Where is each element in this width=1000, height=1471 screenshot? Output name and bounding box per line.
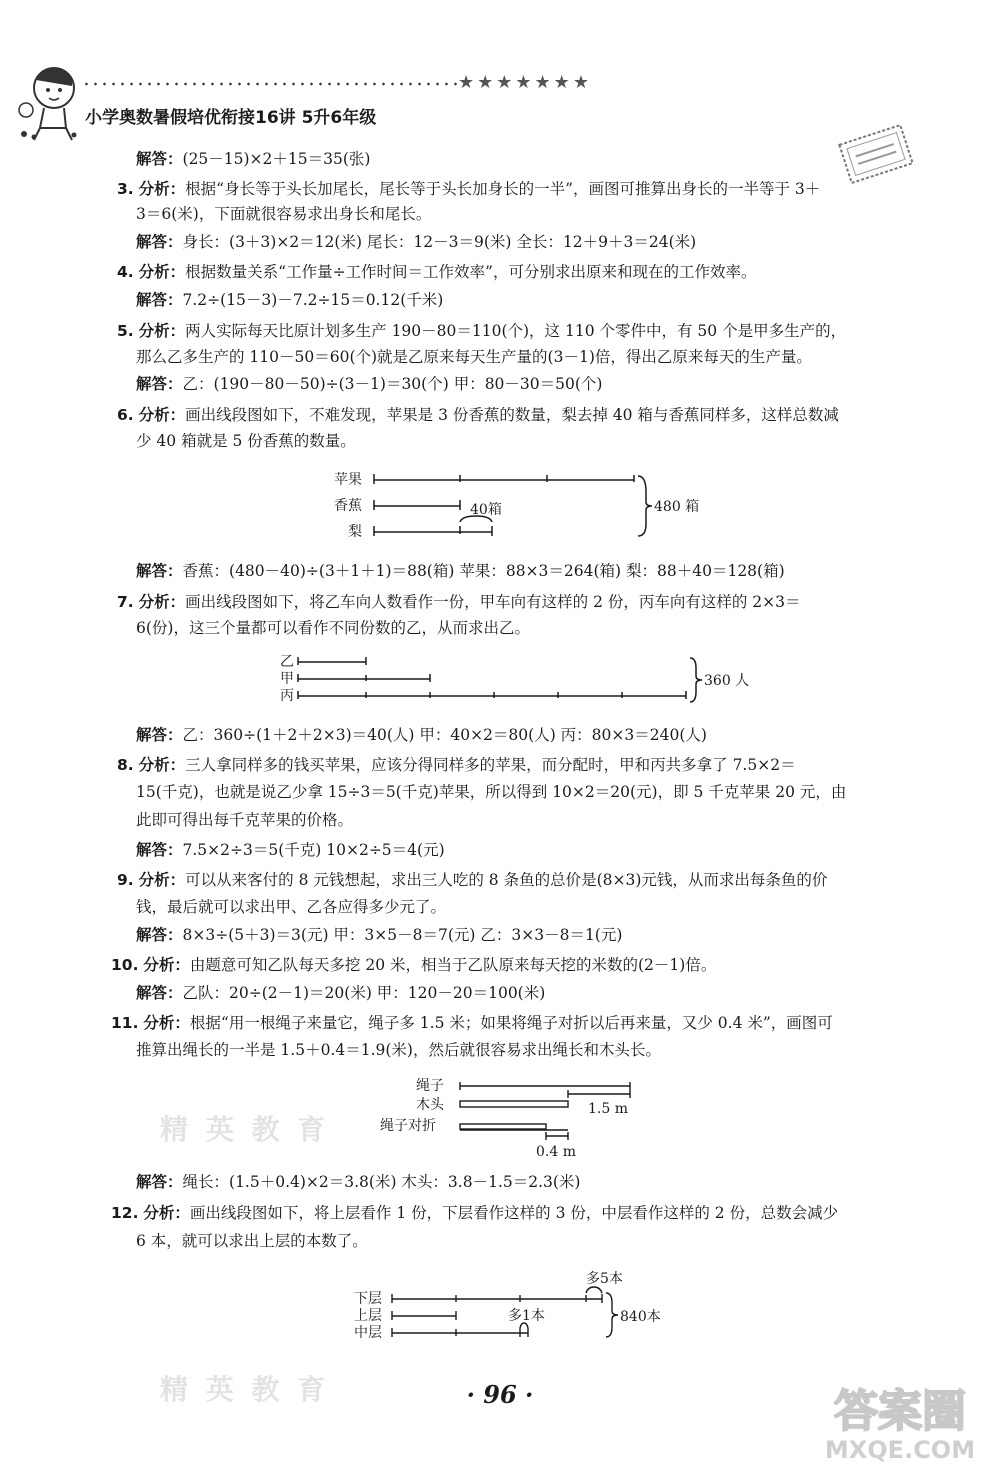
answer-label: 解答： (136, 375, 183, 393)
problem-number: 11. (111, 1014, 139, 1032)
diagram-label-wood: 木头 (416, 1097, 444, 1113)
problem-number: 8. (117, 756, 134, 774)
problem-4-analysis (117, 262, 756, 282)
page-number: · 96 · (466, 1380, 534, 1409)
answer-text: 乙：(190－80－50)÷(3－1)＝30(个) 甲：80－30＝50(个) (182, 375, 603, 393)
header-stars: ★★★★★★★ (458, 72, 592, 93)
diagram-label-yi: 乙 (280, 654, 294, 670)
problem-number: 9. (117, 871, 134, 889)
answer-label: 解答： (136, 150, 183, 168)
answer-text: 8×3÷(5＋3)＝3(元) 甲：3×5－8＝7(元) 乙：3×3－8＝1(元) (182, 926, 623, 944)
problem-3-analysis (117, 179, 820, 199)
problem-number: 6. (117, 406, 134, 424)
problem-10-analysis (111, 955, 716, 975)
diagram-label-extra: 1.5 m (588, 1101, 628, 1117)
problem-8-answer (136, 840, 445, 860)
answer-text: (25－15)×2＋15＝35(张) (182, 150, 371, 168)
diagram-label-more1: 多1本 (508, 1308, 545, 1324)
answer-label: 解答： (136, 1173, 183, 1191)
analysis-text: 根据“身长等于头长加尾长，尾长等于头长加身长的一半”，画图可推算出身长的一半等于 3＋ (185, 180, 821, 198)
problem-7-answer (136, 725, 707, 745)
diagram-car-segments (270, 650, 770, 710)
problem-number: 10. (111, 956, 139, 974)
problem-number: 5. (117, 322, 134, 340)
watermark-url: MXQE.COM (824, 1436, 976, 1464)
problem-4-answer (136, 290, 443, 310)
faded-stamp-text: 精 英 教 育 (160, 1373, 330, 1406)
analysis-text: 由题意可知乙队每天多挖 20 米，相当于乙队原来每天挖的米数的(2－1)倍。 (189, 956, 717, 974)
analysis-continued: 15(千克)，也就是说乙少拿 15÷3＝5(千克)苹果，所以得到 10×2＝20(元)，即 5 千克苹果 20 元，由 (136, 783, 847, 801)
diagram-label-short: 0.4 m (536, 1144, 576, 1160)
answer-label: 解答： (136, 984, 183, 1002)
analysis-label: 分析： (138, 180, 186, 198)
diagram-label-total: 840本 (620, 1309, 661, 1325)
diagram-label-banana: 香蕉 (334, 498, 362, 514)
answer-text: 乙：360÷(1＋2＋2×3)＝40(人) 甲：40×2＝80(人) 丙：80×3＝240(人) (182, 726, 707, 744)
watermark-logo (808, 1372, 992, 1466)
answer-text: 7.5×2÷3＝5(千克) 10×2÷5＝4(元) (182, 841, 445, 859)
problem-5-answer (136, 374, 602, 394)
problem-9-analysis (117, 870, 827, 890)
analysis-label: 分析： (138, 593, 186, 611)
diagram-label-folded: 绳子对折 (380, 1118, 436, 1134)
answer-text: 绳长：(1.5＋0.4)×2＝3.8(米) 木头：3.8－1.5＝2.3(米) (182, 1173, 581, 1191)
analysis-continued: 6(份)，这三个量都可以看作不同份数的乙，从而求出乙。 (136, 619, 530, 637)
diagram-fruit-segments (300, 462, 720, 552)
diagram-label-diff: 40箱 (470, 502, 502, 518)
analysis-continued: 推算出绳长的一半是 1.5＋0.4＝1.9(米)，然后就很容易求出绳长和木头长。 (136, 1041, 661, 1059)
answer-label: 解答： (136, 562, 183, 580)
diagram-label-apple: 苹果 (334, 472, 362, 488)
diagram-label-lower: 下层 (354, 1291, 382, 1307)
diagram-label-middle: 中层 (354, 1325, 382, 1341)
analysis-continued: 少 40 箱就是 5 份香蕉的数量。 (136, 432, 356, 450)
analysis-text: 根据数量关系“工作量÷工作时间＝工作效率”，可分别求出原来和现在的工作效率。 (185, 263, 757, 281)
diagram-label-rope: 绳子 (416, 1078, 444, 1094)
answer-line (136, 149, 370, 169)
diagram-label-jia: 甲 (280, 671, 294, 687)
analysis-text: 两人实际每天比原计划多生产 190－80＝110(个)，这 110 个零件中，有 50 个是甲多生产的， (185, 322, 847, 340)
analysis-continued: 那么乙多生产的 110－50＝60(个)就是乙原来每天生产量的(3－1)倍，得出乙原来每天的生产量。 (136, 348, 812, 366)
problem-3-answer (136, 232, 696, 252)
answer-label: 解答： (136, 726, 183, 744)
problem-number: 7. (117, 593, 134, 611)
analysis-label: 分析： (138, 263, 186, 281)
diagram-label-more5: 多5本 (586, 1271, 623, 1287)
analysis-continued: 6 本，就可以求出上层的本数了。 (136, 1232, 368, 1250)
analysis-text: 画出线段图如下，将乙车向人数看作一份，甲车向有这样的 2 份，丙车向有这样的 2×3＝ (185, 593, 801, 611)
diagram-label-pear: 梨 (348, 524, 362, 540)
diagram-rope-segments (370, 1072, 670, 1162)
problem-12-analysis (111, 1203, 838, 1223)
problem-number: 12. (111, 1204, 139, 1222)
watermark-main-text: 答案圈 (834, 1386, 966, 1437)
page-title: 小学奥数暑假培优衔接16讲 5升6年级 (85, 108, 377, 128)
diagram-label-upper: 上层 (354, 1308, 382, 1324)
diagram-label-bing: 丙 (280, 688, 294, 704)
analysis-continued: 3＝6(米)，下面就很容易求出身长和尾长。 (136, 205, 432, 223)
problem-11-answer (136, 1172, 580, 1192)
problem-number: 3. (117, 180, 134, 198)
answer-label: 解答： (136, 291, 183, 309)
problem-5-analysis (117, 321, 846, 341)
problem-number: 4. (117, 263, 134, 281)
problem-8-analysis (117, 755, 796, 775)
faded-stamp-text: 精 英 教 育 (160, 1113, 330, 1146)
diagram-label-total: 360 人 (704, 673, 750, 689)
analysis-label: 分析： (143, 956, 190, 974)
analysis-text: 画出线段图如下，将上层看作 1 份，下层看作这样的 3 份，中层看作这样的 2 份，总数会减少 (189, 1204, 839, 1222)
problem-10-answer (136, 983, 545, 1003)
analysis-continued: 此即可得出每千克苹果的价格。 (136, 811, 354, 829)
answer-label: 解答： (136, 233, 183, 251)
analysis-label: 分析： (143, 1204, 190, 1222)
problem-11-analysis (111, 1013, 833, 1033)
analysis-label: 分析： (138, 871, 186, 889)
analysis-label: 分析： (138, 756, 186, 774)
analysis-text: 根据“用一根绳子来量它，绳子多 1.5 米；如果将绳子对折以后再来量，又少 0.4 米”，画图可 (189, 1014, 833, 1032)
answer-label: 解答： (136, 926, 183, 944)
answer-text: 乙队：20÷(2－1)＝20(米) 甲：120－20＝100(米) (182, 984, 546, 1002)
analysis-text: 画出线段图如下，不难发现，苹果是 3 份香蕉的数量，梨去掉 40 箱与香蕉同样多，这样总数减 (185, 406, 839, 424)
stamp-icon (836, 124, 916, 184)
mascot-icon (14, 58, 88, 144)
diagram-shelf-segments (350, 1265, 690, 1345)
analysis-label: 分析： (138, 406, 186, 424)
problem-9-answer (136, 925, 622, 945)
analysis-label: 分析： (138, 322, 186, 340)
answer-text: 7.2÷(15－3)－7.2÷15＝0.12(千米) (182, 291, 444, 309)
problem-6-analysis (117, 405, 839, 425)
analysis-text: 三人拿同样多的钱买苹果，应该分得同样多的苹果，而分配时，甲和丙共多拿了 7.5×2＝ (185, 756, 796, 774)
answer-label: 解答： (136, 841, 183, 859)
answer-text: 身长：(3＋3)×2＝12(米) 尾长：12－3＝9(米) 全长：12＋9＋3＝24(米) (182, 233, 697, 251)
problem-6-answer (136, 561, 785, 581)
analysis-text: 可以从来客付的 8 元钱想起，求出三人吃的 8 条鱼的总价是(8×3)元钱，从而求出每条鱼的价 (185, 871, 828, 889)
analysis-label: 分析： (143, 1014, 190, 1032)
analysis-continued: 钱，最后就可以求出甲、乙各应得多少元了。 (136, 898, 447, 916)
problem-7-analysis (117, 592, 801, 612)
diagram-label-total: 480 箱 (654, 499, 700, 515)
answer-text: 香蕉：(480－40)÷(3＋1＋1)＝88(箱) 苹果：88×3＝264(箱) 梨：88＋40＝128(箱) (182, 562, 785, 580)
header-dotted-rule (82, 82, 457, 86)
